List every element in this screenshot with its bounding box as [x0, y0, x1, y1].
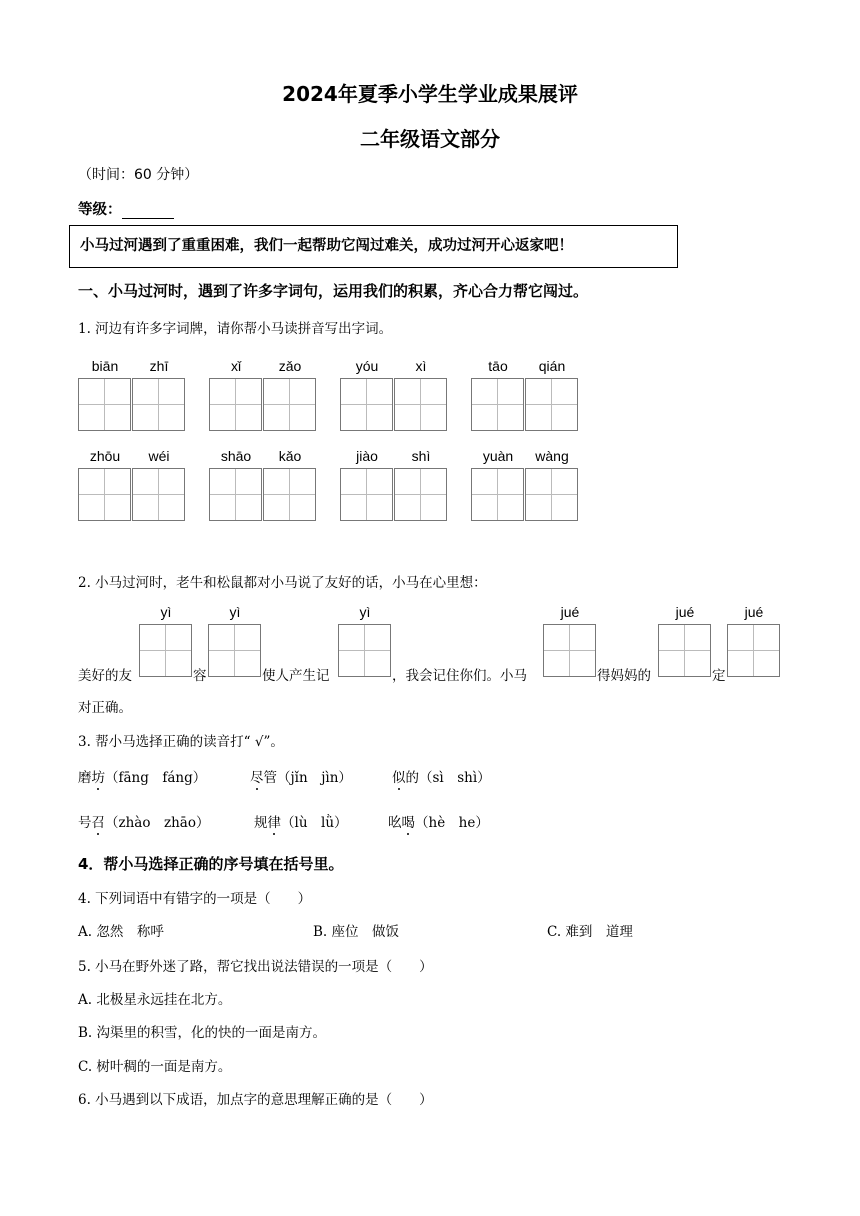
q2-pinyin-4: jué	[560, 604, 580, 620]
q1-answer-cell[interactable]	[394, 468, 447, 521]
q2-pinyin-5: jué	[675, 604, 695, 620]
q1-pinyin: kǎo	[278, 448, 302, 464]
q1-pinyin: biān	[91, 358, 119, 374]
q1-pinyin: yuàn	[482, 448, 514, 464]
q2-text-seg: 得妈妈的	[597, 668, 651, 684]
q1-answer-cell[interactable]	[340, 468, 393, 521]
intro-box: 小马过河遇到了重重困难，我们一起帮助它闯过难关，成功过河开心返家吧！	[69, 225, 678, 268]
q2-pinyin-1: yì	[160, 604, 172, 620]
q2-pinyin-6: jué	[744, 604, 764, 620]
q1-pinyin: zǎo	[278, 358, 302, 374]
q1-answer-cell[interactable]	[132, 378, 185, 431]
q1-pinyin: qián	[538, 358, 566, 374]
q1-pinyin: xǐ	[230, 358, 242, 374]
q1-answer-cell[interactable]	[471, 468, 524, 521]
q6-prompt: 6. 小马遇到以下成语，加点字的意思理解正确的是（ ）	[78, 1092, 433, 1108]
q2-text-seg: 美好的友	[78, 668, 132, 684]
q1-pinyin: wàng	[535, 448, 569, 464]
q4-option-a[interactable]: A. 忽然 称呼	[78, 924, 164, 940]
q1-answer-cell[interactable]	[78, 378, 131, 431]
q2-answer-cell[interactable]	[338, 624, 391, 677]
q4-prompt: 4. 下列词语中有错字的一项是（ ）	[78, 891, 312, 907]
q2-answer-cell[interactable]	[543, 624, 596, 677]
q2-text-seg: ，我会记住你们。小马	[392, 668, 527, 684]
q1-pinyin: shāo	[220, 448, 252, 464]
q4-option-b[interactable]: B. 座位 做饭	[313, 924, 400, 940]
q1-answer-cell[interactable]	[471, 378, 524, 431]
q1-pinyin: wéi	[148, 448, 170, 464]
q2-line2: 对正确。	[78, 700, 132, 716]
q3-item[interactable]: 磨坊（fāng fáng）	[78, 770, 207, 786]
section1-heading: 一、小马过河时，遇到了许多字词句，运用我们的积累，齐心合力帮它闯过。	[78, 282, 589, 300]
time-info: （时间：60 分钟）	[78, 167, 199, 183]
grade-label: 等级：	[78, 202, 122, 218]
q5-option-b[interactable]: B. 沟渠里的积雪，化的快的一面是南方。	[78, 1025, 327, 1041]
grade-blank[interactable]	[122, 204, 174, 219]
grade-field	[78, 198, 174, 219]
q5-option-a[interactable]: A. 北极星永远挂在北方。	[78, 992, 232, 1008]
q4-heading: 4．帮小马选择正确的序号填在括号里。	[78, 855, 344, 873]
q2-prompt: 2. 小马过河时，老牛和松鼠都对小马说了友好的话，小马在心里想：	[78, 575, 487, 591]
q1-answer-cell[interactable]	[132, 468, 185, 521]
q1-prompt: 1. 河边有许多字词牌，请你帮小马读拼音写出字词。	[78, 321, 393, 337]
q2-answer-cell[interactable]	[658, 624, 711, 677]
page-subtitle: 二年级语文部分	[360, 127, 500, 151]
q2-pinyin-3: yì	[359, 604, 371, 620]
q1-answer-cell[interactable]	[209, 378, 262, 431]
q1-answer-cell[interactable]	[209, 468, 262, 521]
q1-pinyin: zhī	[149, 358, 169, 374]
q2-text-seg: 定	[712, 668, 726, 684]
q4-option-c[interactable]: C. 难到 道理	[547, 924, 633, 940]
q2-answer-cell[interactable]	[727, 624, 780, 677]
q3-prompt: 3. 帮小马选择正确的读音打“ √”。	[78, 734, 284, 750]
q1-pinyin: jiào	[356, 448, 378, 464]
q1-pinyin: yóu	[355, 358, 379, 374]
q1-answer-cell[interactable]	[394, 378, 447, 431]
q1-pinyin: shì	[411, 448, 431, 464]
q3-item[interactable]: 似的（sì shì）	[392, 770, 491, 786]
q3-item[interactable]: 尽管（jǐn jìn）	[250, 770, 352, 786]
q5-option-c[interactable]: C. 树叶稠的一面是南方。	[78, 1059, 232, 1075]
q3-item[interactable]: 规律（lù lǜ）	[254, 815, 348, 831]
q1-answer-cell[interactable]	[263, 468, 316, 521]
q1-answer-cell[interactable]	[525, 378, 578, 431]
q1-answer-cell[interactable]	[263, 378, 316, 431]
q2-text-seg: 使人产生记	[262, 668, 330, 684]
q2-answer-cell[interactable]	[139, 624, 192, 677]
q3-item[interactable]: 号召（zhào zhāo）	[78, 815, 210, 831]
q2-answer-cell[interactable]	[208, 624, 261, 677]
q1-answer-cell[interactable]	[525, 468, 578, 521]
q2-pinyin-2: yì	[229, 604, 241, 620]
q1-answer-cell[interactable]	[78, 468, 131, 521]
q1-pinyin: xì	[415, 358, 427, 374]
q1-answer-cell[interactable]	[340, 378, 393, 431]
q5-prompt: 5. 小马在野外迷了路，帮它找出说法错误的一项是（ ）	[78, 959, 433, 975]
q2-text-seg: 容	[193, 668, 207, 684]
q3-item[interactable]: 吆喝（hè he）	[388, 815, 489, 831]
q1-pinyin: tāo	[488, 358, 508, 374]
q1-pinyin: zhōu	[89, 448, 121, 464]
page-title: 2024年夏季小学生学业成果展评	[282, 82, 578, 106]
